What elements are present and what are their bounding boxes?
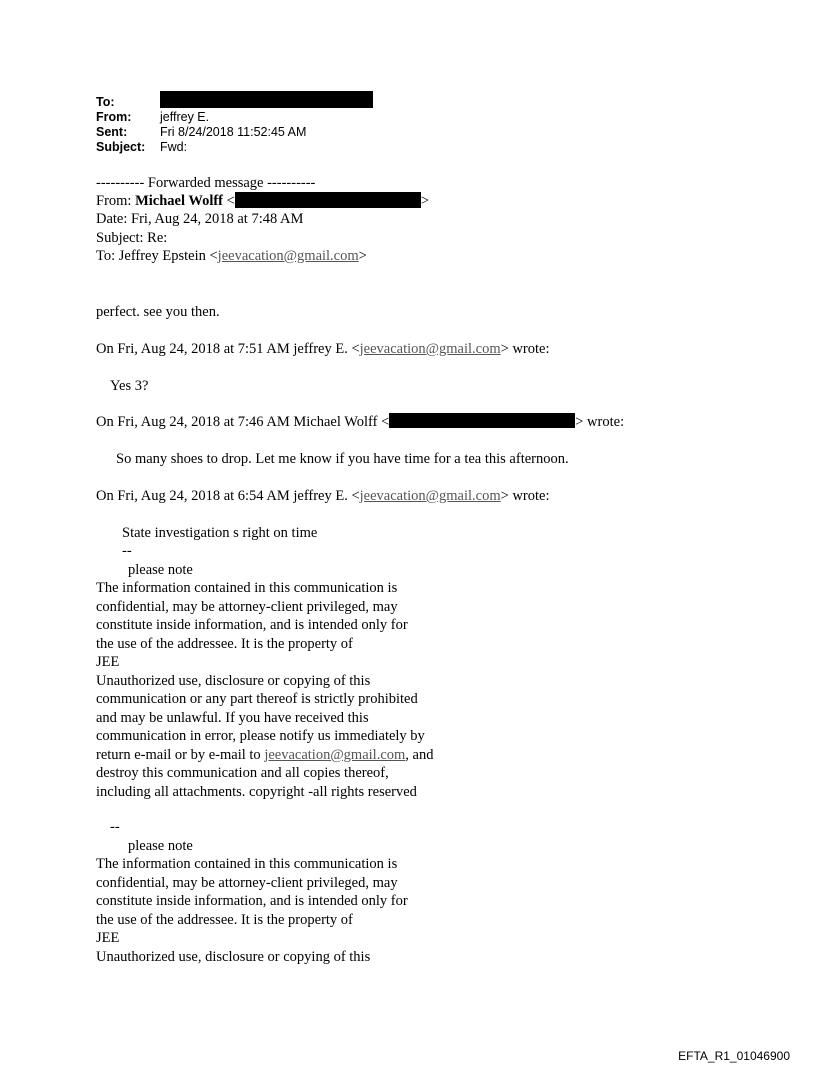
email-link[interactable]: jeevacation@gmail.com	[359, 488, 501, 504]
disclaimer-line: confidential, may be attorney-client privileged, may	[96, 874, 398, 891]
quote-header	[96, 340, 550, 359]
forwarded-date: Date: Fri, Aug 24, 2018 at 7:48 AM	[96, 211, 304, 227]
forwarded-banner: ---------- Forwarded message ----------	[96, 175, 316, 191]
document-id: EFTA_R1_01046900	[678, 1049, 790, 1063]
from-label: From:	[96, 110, 132, 124]
email-link[interactable]: jeevacation@gmail.com	[217, 248, 359, 264]
forwarded-from-name: Michael Wolff	[135, 193, 224, 209]
reply-text: perfect. see you then.	[96, 304, 220, 320]
disclaimer-line: JEE	[96, 654, 120, 670]
disclaimer-line: communication or any part thereof is strictly prohibited	[96, 691, 418, 707]
quote-suffix: > wrote:	[500, 488, 550, 504]
to-label: To:	[96, 95, 115, 109]
subject-label: Subject:	[96, 140, 146, 154]
header-sent-row	[96, 125, 373, 140]
redaction-bar	[235, 192, 421, 208]
sent-value: Fri 8/24/2018 11:52:45 AM	[160, 125, 307, 139]
forwarded-to-suffix: >	[358, 248, 367, 264]
please-note: please note	[128, 838, 193, 854]
reply-text: State investigation s right on time	[122, 525, 318, 541]
disclaimer-line: the use of the addressee. It is the property of	[96, 635, 353, 652]
forwarded-from-prefix: From:	[96, 193, 136, 209]
disclaimer-suffix: , and	[405, 746, 434, 763]
disclaimer-line: Unauthorized use, disclosure or copying of this	[96, 672, 371, 689]
disclaimer-line: including all attachments. copyright -all rights reserved	[96, 783, 417, 800]
sent-label: Sent:	[96, 125, 128, 139]
forwarded-to-line	[96, 247, 367, 266]
reply-text: So many shoes to drop. Let me know if you have time for a tea this afternoon.	[116, 451, 569, 467]
disclaimer	[96, 855, 408, 966]
disclaimer-line: constitute inside information, and is intended only for	[96, 617, 408, 633]
quote-prefix: On Fri, Aug 24, 2018 at 7:51 AM jeffrey E. <	[96, 341, 360, 357]
redaction-bar	[160, 91, 373, 108]
quote-header	[96, 413, 624, 432]
forwarded-from-lt: <	[223, 193, 235, 209]
quote-prefix: On Fri, Aug 24, 2018 at 6:54 AM jeffrey E. <	[96, 488, 360, 504]
quote-suffix: > wrote:	[575, 414, 625, 430]
forwarded-to-prefix: To: Jeffrey Epstein <	[96, 248, 218, 264]
email-link[interactable]: jeevacation@gmail.com	[264, 746, 406, 763]
disclaimer-line: The information contained in this communication is	[96, 580, 398, 596]
disclaimer-line: JEE	[96, 930, 120, 946]
header-from-row	[96, 110, 373, 125]
subject-value: Fwd:	[160, 140, 188, 154]
quote-prefix: On Fri, Aug 24, 2018 at 7:46 AM Michael Wolff <	[96, 414, 390, 430]
reply-text: Yes 3?	[110, 378, 149, 394]
disclaimer-line: communication in error, please notify us immediately by	[96, 728, 425, 744]
forwarded-subject: Subject: Re:	[96, 230, 168, 246]
email-link[interactable]: jeevacation@gmail.com	[359, 341, 501, 357]
forwarded-from-gt: >	[420, 193, 430, 209]
disclaimer-line: Unauthorized use, disclosure or copying of this	[96, 948, 371, 965]
email-header	[96, 95, 373, 155]
redaction-bar	[389, 413, 575, 428]
signature-dashes: --	[110, 819, 120, 835]
disclaimer-line: the use of the addressee. It is the property of	[96, 911, 353, 928]
disclaimer	[96, 579, 433, 801]
disclaimer-line: constitute inside information, and is intended only for	[96, 893, 408, 909]
disclaimer-line: destroy this communication and all copies thereof,	[96, 765, 389, 781]
header-subject-row	[96, 140, 373, 155]
disclaimer-line: and may be unlawful. If you have received this	[96, 709, 369, 726]
disclaimer-line	[96, 746, 433, 765]
disclaimer-prefix: return e-mail or by e-mail to	[96, 746, 265, 763]
from-value: jeffrey E.	[160, 110, 210, 124]
quote-header	[96, 487, 550, 506]
forwarded-from-line	[96, 192, 429, 211]
header-to-row	[96, 95, 373, 110]
please-note: please note	[128, 562, 193, 578]
signature-dashes: --	[122, 543, 132, 559]
disclaimer-line: The information contained in this communication is	[96, 856, 398, 872]
quote-suffix: > wrote:	[500, 341, 550, 357]
disclaimer-line: confidential, may be attorney-client privileged, may	[96, 598, 398, 615]
